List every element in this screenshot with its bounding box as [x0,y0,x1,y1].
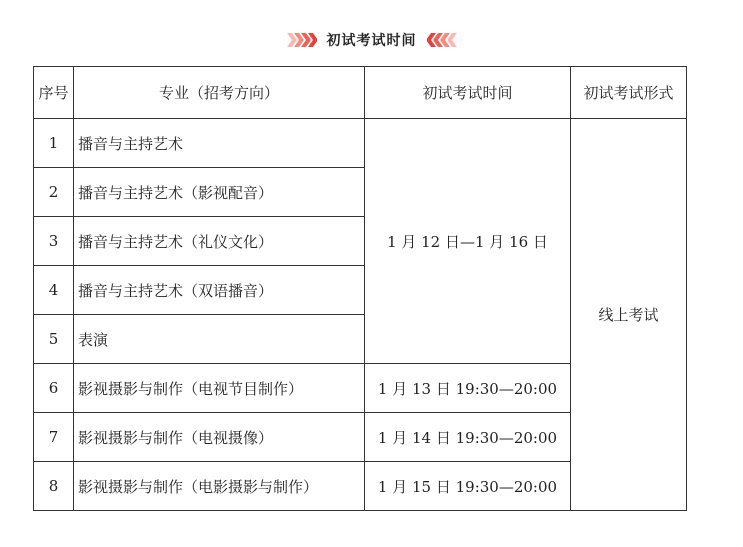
row-exam-time: 1 月 14 日 19:30—20:00 [365,413,571,462]
row-major: 影视摄影与制作（电视摄像） [74,413,365,462]
exam-schedule-table [33,66,687,511]
exam-format: 线上考试 [571,119,687,511]
row-major: 播音与主持艺术（影视配音） [74,168,365,217]
row-exam-time: 1 月 13 日 19:30—20:00 [365,364,571,413]
header-no: 序号 [34,67,74,119]
merged-exam-time: 1 月 12 日—1 月 16 日 [365,119,571,364]
row-major: 表演 [74,315,365,364]
chevron-right-decoration-icon [287,33,317,47]
page-title: 初试考试时间 [326,33,417,49]
row-major: 播音与主持艺术 [74,119,365,168]
row-no: 4 [34,266,74,315]
row-no: 7 [34,413,74,462]
row-major: 影视摄影与制作（电视节目制作） [74,364,365,413]
header-exam-time: 初试考试时间 [365,67,571,119]
table-row [34,119,687,168]
header-major: 专业（招考方向） [74,67,365,119]
header-exam-format: 初试考试形式 [571,67,687,119]
row-major: 影视摄影与制作（电影摄影与制作） [74,462,365,511]
row-major: 播音与主持艺术（双语播音） [74,266,365,315]
row-no: 2 [34,168,74,217]
table-header-row [34,67,687,119]
section-heading [0,28,743,52]
chevron-left-decoration-icon [427,33,457,47]
row-no: 5 [34,315,74,364]
row-no: 6 [34,364,74,413]
row-no: 8 [34,462,74,511]
row-major: 播音与主持艺术（礼仪文化） [74,217,365,266]
row-exam-time: 1 月 15 日 19:30—20:00 [365,462,571,511]
row-no: 1 [34,119,74,168]
row-no: 3 [34,217,74,266]
